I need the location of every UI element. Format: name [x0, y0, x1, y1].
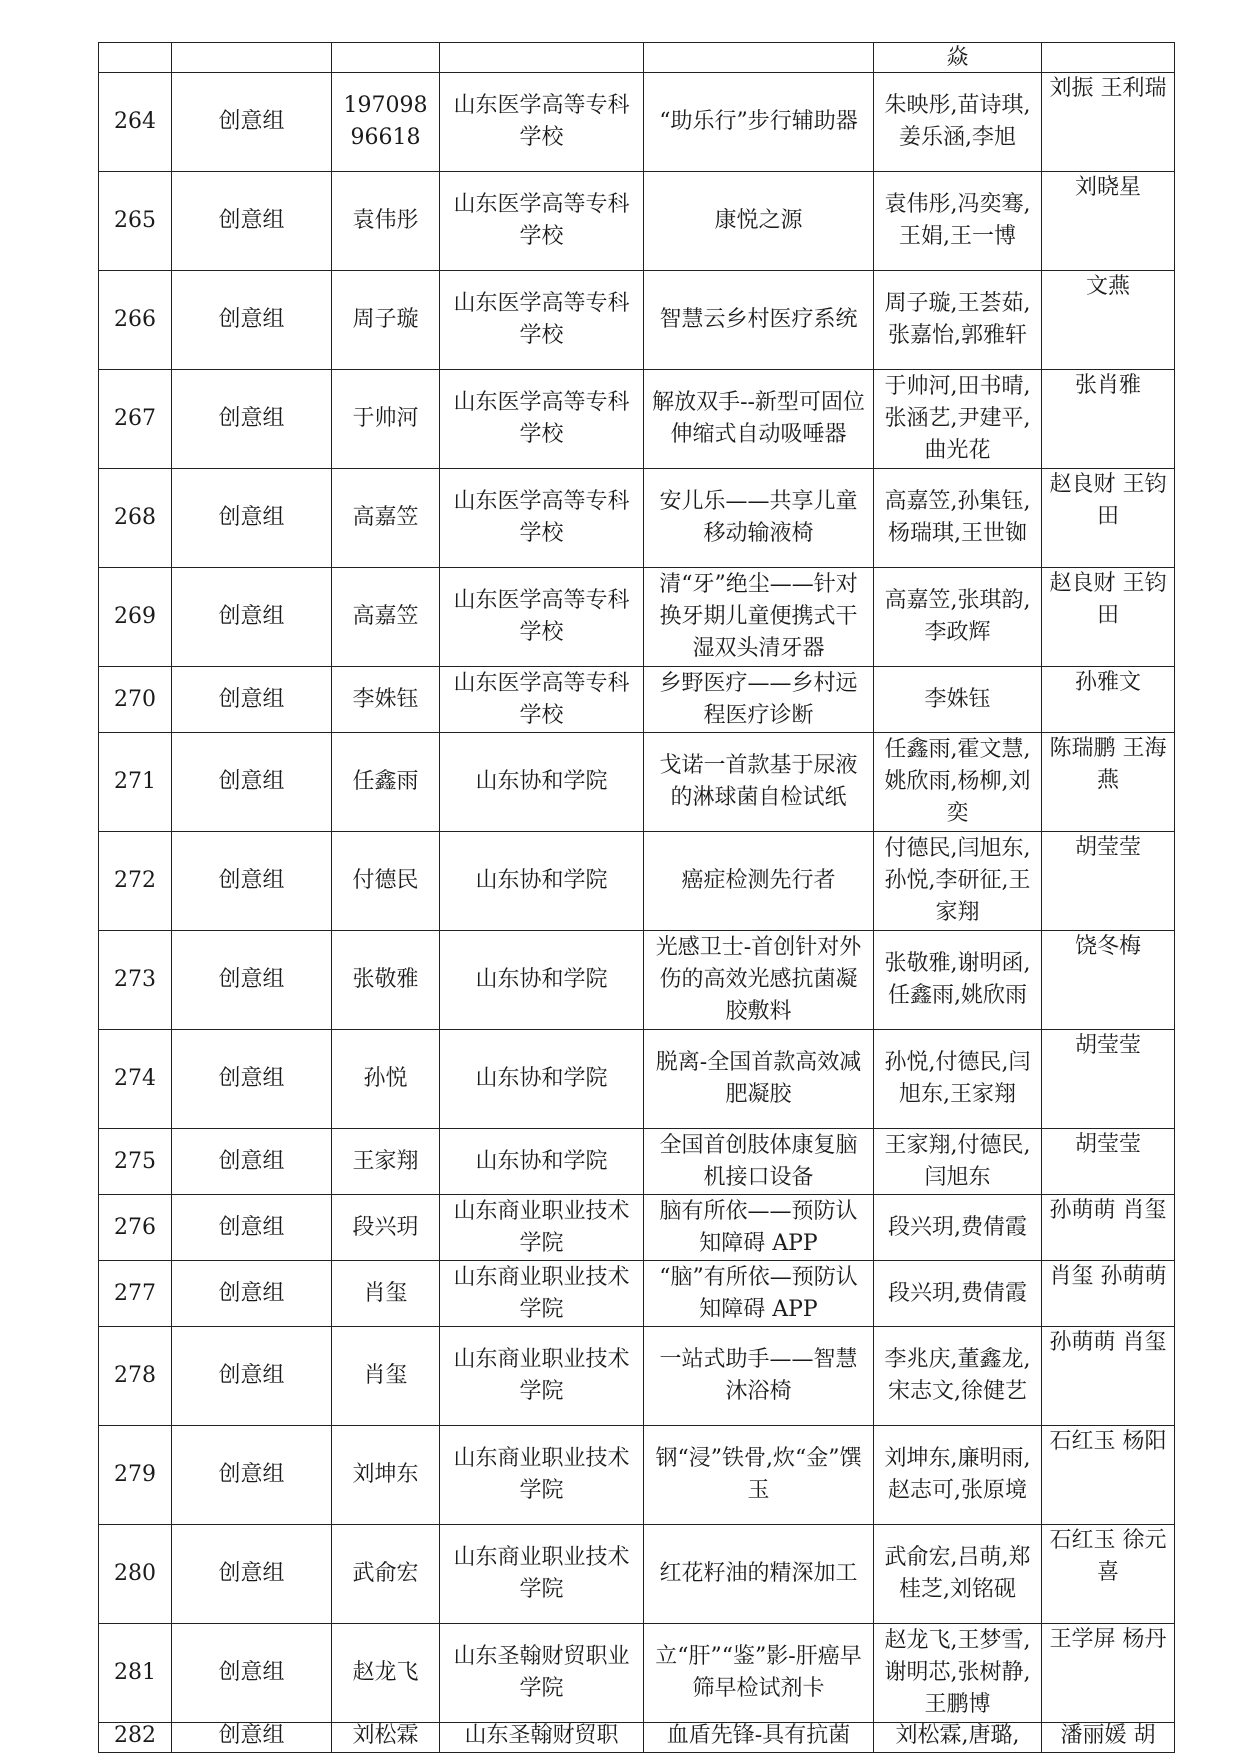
cell-group: 创意组: [172, 1723, 332, 1753]
table-row: [99, 469, 1175, 568]
cell-no: 281: [99, 1624, 172, 1723]
cell-project: 戈诺一首款基于尿液的淋球菌自检试纸: [644, 733, 874, 832]
cell-school: 山东医学高等专科学校: [440, 172, 644, 271]
table-row: [99, 1426, 1175, 1525]
cell-no: 269: [99, 568, 172, 667]
cell-advisor: 胡莹莹: [1042, 1129, 1175, 1195]
cell-leader: 李姝钰: [332, 667, 440, 733]
cell-no: 272: [99, 832, 172, 931]
cell-no: 276: [99, 1195, 172, 1261]
cell-leader: 付德民: [332, 832, 440, 931]
cell-school: 山东商业职业技术学院: [440, 1195, 644, 1261]
cell-members: 袁伟彤,冯奕骞,王娟,王一博: [874, 172, 1042, 271]
cell-group: 创意组: [172, 1624, 332, 1723]
cell-leader: 武俞宏: [332, 1525, 440, 1624]
cell-leader: 孙悦: [332, 1030, 440, 1129]
cell-members: 武俞宏,吕萌,郑桂芝,刘铭砚: [874, 1525, 1042, 1624]
cell-project: 乡野医疗——乡村远程医疗诊断: [644, 667, 874, 733]
cell-group: 创意组: [172, 1426, 332, 1525]
cell-advisor: 孙萌萌 肖玺: [1042, 1195, 1175, 1261]
cell-school: 山东协和学院: [440, 733, 644, 832]
cell-no: 277: [99, 1261, 172, 1327]
cell-project: “助乐行”步行辅助器: [644, 73, 874, 172]
cell-leader: 肖玺: [332, 1327, 440, 1426]
cell-members: 李姝钰: [874, 667, 1042, 733]
cell-no: [99, 43, 172, 73]
table-row: [99, 931, 1175, 1030]
cell-project: 血盾先锋-具有抗菌: [644, 1723, 874, 1753]
table-row: [99, 271, 1175, 370]
cell-advisor: 张肖雅: [1042, 370, 1175, 469]
cell-leader: 赵龙飞: [332, 1624, 440, 1723]
cell-advisor: 胡莹莹: [1042, 832, 1175, 931]
cell-advisor: 孙萌萌 肖玺: [1042, 1327, 1175, 1426]
cell-school: 山东协和学院: [440, 1129, 644, 1195]
cell-group: 创意组: [172, 172, 332, 271]
cell-group: 创意组: [172, 1261, 332, 1327]
cell-leader: 高嘉笠: [332, 469, 440, 568]
cell-group: 创意组: [172, 1525, 332, 1624]
table-row: [99, 832, 1175, 931]
cell-group: 创意组: [172, 1195, 332, 1261]
cell-no: 264: [99, 73, 172, 172]
table-body: [99, 43, 1175, 1753]
cell-no: 271: [99, 733, 172, 832]
cell-group: 创意组: [172, 469, 332, 568]
cell-school: 山东医学高等专科学校: [440, 271, 644, 370]
cell-members: 刘松霖,唐璐,: [874, 1723, 1042, 1753]
cell-school: 山东协和学院: [440, 1030, 644, 1129]
cell-leader: 于帅河: [332, 370, 440, 469]
cell-advisor: 石红玉 杨阳: [1042, 1426, 1175, 1525]
cell-advisor: 王学屏 杨丹: [1042, 1624, 1175, 1723]
cell-project: 脑有所依——预防认知障碍 APP: [644, 1195, 874, 1261]
cell-school: 山东医学高等专科学校: [440, 469, 644, 568]
cell-leader: 刘坤东: [332, 1426, 440, 1525]
cell-advisor: 赵良财 王钧田: [1042, 469, 1175, 568]
cell-group: 创意组: [172, 832, 332, 931]
table-row: [99, 1030, 1175, 1129]
cell-leader: 段兴玥: [332, 1195, 440, 1261]
cell-advisor: 赵良财 王钧田: [1042, 568, 1175, 667]
cell-group: 创意组: [172, 1129, 332, 1195]
document-page: [98, 42, 1175, 1753]
cell-school: 山东医学高等专科学校: [440, 73, 644, 172]
cell-group: 创意组: [172, 271, 332, 370]
cell-school: 山东商业职业技术学院: [440, 1261, 644, 1327]
cell-advisor: 刘晓星: [1042, 172, 1175, 271]
cell-school: 山东协和学院: [440, 832, 644, 931]
cell-members: 赵龙飞,王梦雪,谢明芯,张树静,王鹏博: [874, 1624, 1042, 1723]
cell-project: [644, 43, 874, 73]
cell-school: 山东圣翰财贸职: [440, 1723, 644, 1753]
cell-members: 段兴玥,费倩霞: [874, 1261, 1042, 1327]
cell-group: [172, 43, 332, 73]
cell-school: [440, 43, 644, 73]
cell-leader: 张敬雅: [332, 931, 440, 1030]
cell-group: 创意组: [172, 733, 332, 832]
cell-leader: 王家翔: [332, 1129, 440, 1195]
cell-members: 任鑫雨,霍文慧,姚欣雨,杨柳,刘奕: [874, 733, 1042, 832]
cell-no: 278: [99, 1327, 172, 1426]
cell-members: 刘坤东,廉明雨,赵志可,张原境: [874, 1426, 1042, 1525]
cell-group: 创意组: [172, 1030, 332, 1129]
continued-row: [99, 43, 1175, 73]
cell-leader: 肖玺: [332, 1261, 440, 1327]
cell-group: 创意组: [172, 667, 332, 733]
cell-leader: 周子璇: [332, 271, 440, 370]
table-row: [99, 1525, 1175, 1624]
cell-members: 段兴玥,费倩霞: [874, 1195, 1042, 1261]
cell-members: 付德民,闫旭东,孙悦,李研征,王家翔: [874, 832, 1042, 931]
cell-no: 270: [99, 667, 172, 733]
table-row: [99, 1195, 1175, 1261]
cell-school: 山东商业职业技术学院: [440, 1426, 644, 1525]
cell-school: 山东医学高等专科学校: [440, 370, 644, 469]
cell-no: 266: [99, 271, 172, 370]
cell-members: 王家翔,付德民,闫旭东: [874, 1129, 1042, 1195]
cell-members: 焱: [874, 43, 1042, 73]
cell-members: 于帅河,田书晴,张涵艺,尹建平,曲光花: [874, 370, 1042, 469]
cell-project: 清“牙”绝尘——针对换牙期儿童便携式干湿双头清牙器: [644, 568, 874, 667]
cell-no: 275: [99, 1129, 172, 1195]
cell-members: 朱映彤,苗诗琪,姜乐涵,李旭: [874, 73, 1042, 172]
cell-project: 立“肝”“鉴”影-肝癌早筛早检试剂卡: [644, 1624, 874, 1723]
cell-project: 全国首创肢体康复脑机接口设备: [644, 1129, 874, 1195]
cell-school: 山东协和学院: [440, 931, 644, 1030]
cell-school: 山东医学高等专科学校: [440, 667, 644, 733]
cell-no: 280: [99, 1525, 172, 1624]
cell-leader: [332, 43, 440, 73]
cell-no: 274: [99, 1030, 172, 1129]
cell-project: 安儿乐——共享儿童移动输液椅: [644, 469, 874, 568]
cell-leader: 袁伟彤: [332, 172, 440, 271]
cell-no: 279: [99, 1426, 172, 1525]
table-row: [99, 370, 1175, 469]
cell-project: 光感卫士-首创针对外伤的高效光感抗菌凝胶敷料: [644, 931, 874, 1030]
table-row: [99, 1261, 1175, 1327]
cell-school: 山东医学高等专科学校: [440, 568, 644, 667]
cell-project: 脱离-全国首款高效减肥凝胶: [644, 1030, 874, 1129]
cell-school: 山东圣翰财贸职业学院: [440, 1624, 644, 1723]
table-row: [99, 568, 1175, 667]
cell-group: 创意组: [172, 1327, 332, 1426]
cell-members: 孙悦,付德民,闫旭东,王家翔: [874, 1030, 1042, 1129]
table-row: [99, 1327, 1175, 1426]
cell-no: 268: [99, 469, 172, 568]
cell-group: 创意组: [172, 931, 332, 1030]
award-table: [98, 42, 1175, 1753]
cell-leader: 任鑫雨: [332, 733, 440, 832]
cell-project: 康悦之源: [644, 172, 874, 271]
cell-leader: 刘松霖: [332, 1723, 440, 1753]
cell-advisor: 饶冬梅: [1042, 931, 1175, 1030]
cell-advisor: 胡莹莹: [1042, 1030, 1175, 1129]
cell-advisor: 文燕: [1042, 271, 1175, 370]
cell-school: 山东商业职业技术学院: [440, 1525, 644, 1624]
table-row: [99, 733, 1175, 832]
cell-advisor: 肖玺 孙萌萌: [1042, 1261, 1175, 1327]
cell-members: 张敬雅,谢明函,任鑫雨,姚欣雨: [874, 931, 1042, 1030]
cell-advisor: 石红玉 徐元喜: [1042, 1525, 1175, 1624]
cell-project: 癌症检测先行者: [644, 832, 874, 931]
cell-leader: 高嘉笠: [332, 568, 440, 667]
cell-school: 山东商业职业技术学院: [440, 1327, 644, 1426]
table-row: [99, 1624, 1175, 1723]
cell-members: 高嘉笠,张琪韵,李政辉: [874, 568, 1042, 667]
cell-project: “脑”有所依—预防认知障碍 APP: [644, 1261, 874, 1327]
cell-no: 265: [99, 172, 172, 271]
cell-members: 高嘉笠,孙集钰,杨瑞琪,王世铷: [874, 469, 1042, 568]
cell-no: 273: [99, 931, 172, 1030]
cell-no: 267: [99, 370, 172, 469]
cell-advisor: 潘丽媛 胡: [1042, 1723, 1175, 1753]
cell-members: 李兆庆,董鑫龙,宋志文,徐健艺: [874, 1327, 1042, 1426]
table-row: [99, 667, 1175, 733]
cell-group: 创意组: [172, 73, 332, 172]
table-row: [99, 1723, 1175, 1753]
cell-advisor: 陈瑞鹏 王海燕: [1042, 733, 1175, 832]
cell-advisor: 孙雅文: [1042, 667, 1175, 733]
table-row: [99, 73, 1175, 172]
cell-advisor: 刘振 王利瑞: [1042, 73, 1175, 172]
cell-project: 解放双手--新型可固位伸缩式自动吸唾器: [644, 370, 874, 469]
cell-project: 智慧云乡村医疗系统: [644, 271, 874, 370]
cell-group: 创意组: [172, 568, 332, 667]
table-row: [99, 172, 1175, 271]
cell-leader: 19709896618: [332, 73, 440, 172]
table-row: [99, 1129, 1175, 1195]
cell-group: 创意组: [172, 370, 332, 469]
cell-members: 周子璇,王荟茹,张嘉怡,郭雅轩: [874, 271, 1042, 370]
cell-no: 282: [99, 1723, 172, 1753]
cell-advisor: [1042, 43, 1175, 73]
cell-project: 红花籽油的精深加工: [644, 1525, 874, 1624]
cell-project: 一站式助手——智慧沐浴椅: [644, 1327, 874, 1426]
cell-project: 钢“浸”铁骨,炊“金”馔玉: [644, 1426, 874, 1525]
